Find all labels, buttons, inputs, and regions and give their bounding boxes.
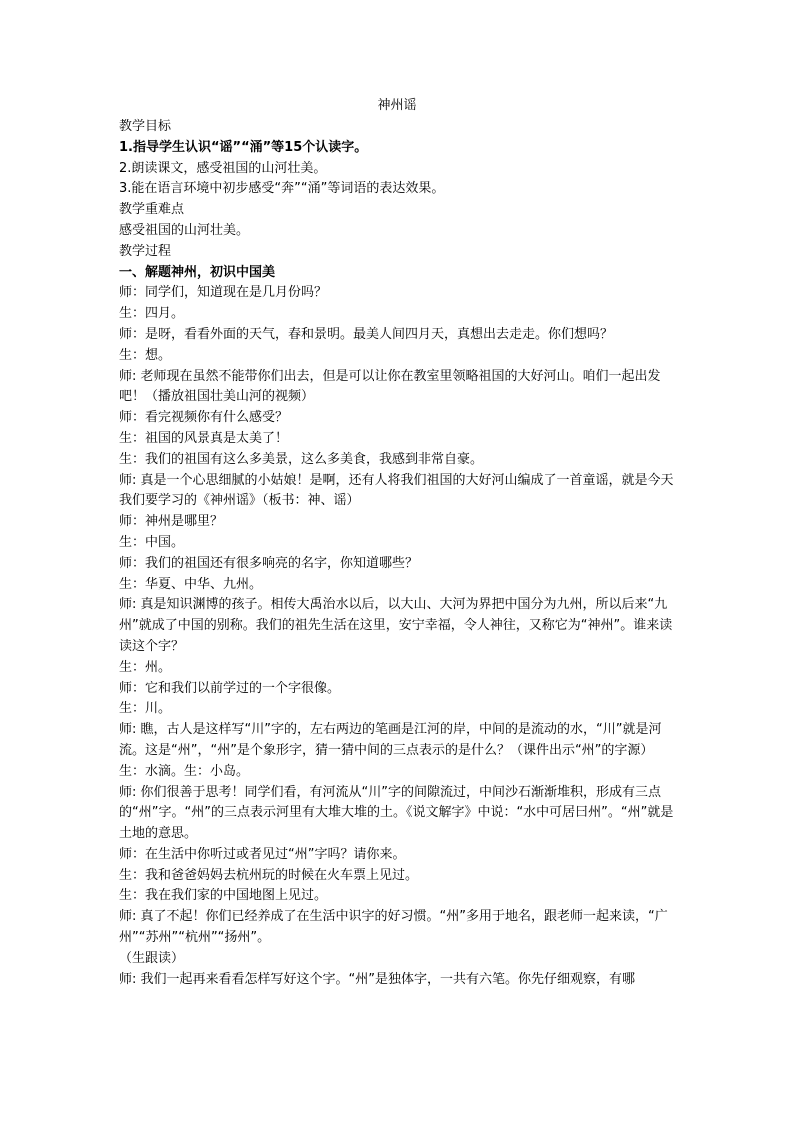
goal-item: 3.能在语言环境中初步感受“奔”“涌”等词语的表达效果。 (119, 181, 445, 197)
dialogue-line: 生：我们的祖国有这么多美景，这么多美食，我感到非常自豪。 (119, 451, 484, 467)
dialogue-line: 生：我和爸爸妈妈去杭州玩的时候在火车票上见过。 (119, 867, 419, 883)
dialogue-line: 师：神州是哪里？ (119, 514, 224, 530)
dialogue-line: 师: 老师现在虽然不能带你们出去，但是可以让你在教室里领略祖国的大好河山。咱们一起出发吧！（播放祖国壮美山河的视频） (119, 368, 661, 405)
dialogue-line: 师：它和我们以前学过的一个字很像。 (119, 680, 341, 696)
dialogue-line: 师：看完视频你有什么感受？ (119, 410, 289, 426)
dialogue-line: 生：祖国的风景真是太美了！ (119, 430, 289, 446)
document-title: 神州谣 (377, 98, 417, 113)
dialogue-line: 生：想。 (119, 347, 172, 363)
dialogue-line: 师: 瞧，古人是这样写“川”字的，左右两边的笔画是江河的岸，中间的是流动的水，“川”就是河流。这是“州”，“州”是个象形字，猜一猜中间的三点表示的是什么？（课件出示“州”的字源） (119, 722, 662, 758)
dialogue-line: 生：水滴。生：小岛。 (119, 763, 250, 779)
process-heading: 教学过程 (119, 243, 172, 259)
goal-item: 1.指导学生认识“谣”“涌”等15个认读字。 (119, 139, 368, 155)
dialogue-line: 生：川。 (119, 701, 172, 717)
dialogue-line: 生：中国。 (119, 534, 185, 550)
dialogue-line: 师：同学们，知道现在是几月份吗？ (119, 285, 328, 301)
dialogue-line: 师: 真了不起！你们已经养成了在生活中识字的好习惯。“州”多用于地名，跟老师一起来读，“广州”“苏州”“杭州”“扬州”。 (119, 909, 668, 946)
document-body (119, 117, 679, 990)
key-heading: 教学重难点 (119, 202, 185, 218)
dialogue-line: 师: 真是一个心思细腻的小姑娘！是啊，还有人将我们祖国的大好河山编成了一首童谣，就是今天我们要学习的《神州谣》（板书：神、谣） (119, 472, 674, 509)
dialogue-line: 生：州。 (119, 659, 172, 675)
dialogue-line: （生跟读） (119, 950, 185, 966)
goals-heading: 教学目标 (119, 119, 172, 134)
key-point: 感受祖国的山河壮美。 (119, 222, 250, 238)
dialogue-line: 师：我们的祖国还有很多响亮的名字，你知道哪些？ (119, 555, 419, 571)
dialogue-line: 师: 你们很善于思考！同学们看，有河流从“川”字的间隙流过，中间沙石渐渐堆积，形成有三点的“州”字。“州”的三点表示河里有大堆大堆的土。《说文解字》中说：“水中可居曰州”。“州”就是土地的意思。 (119, 784, 674, 842)
dialogue-line: 师：是呀，看看外面的天气，春和景明。最美人间四月天，真想出去走走。你们想吗？ (119, 326, 614, 342)
part1-heading: 一、解题神州，初识中国美 (119, 264, 276, 280)
goal-item: 2.朗读课文，感受祖国的山河壮美。 (119, 160, 327, 176)
dialogue-line: 生：我在我们家的中国地图上见过。 (119, 888, 328, 904)
dialogue-line: 生：四月。 (119, 306, 185, 322)
dialogue-line: 师：在生活中你听过或者见过“州”字吗？请你来。 (119, 846, 406, 862)
dialogue-line: 师: 真是知识渊博的孩子。相传大禹治水以后，以大山、大河为界把中国分为九州，所以后来“九州”就成了中国的别称。我们的祖先生活在这里，安宁幸福，令人神往，又称它为“神州”。谁来读读这个字？ (119, 597, 673, 654)
dialogue-line: 生：华夏、中华、九州。 (119, 576, 263, 592)
dialogue-line: 师: 我们一起再来看看怎样写好这个字。“州”是独体字，一共有六笔。你先仔细观察，有哪 (119, 971, 635, 987)
